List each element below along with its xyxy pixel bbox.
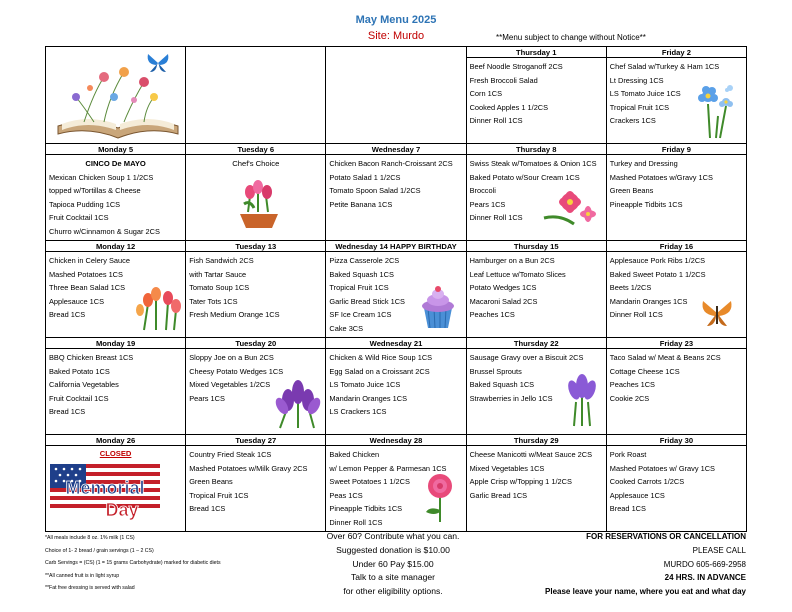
day-cell (186, 47, 326, 144)
menu-item: Baked Sweet Potato 1 1/2CS (609, 269, 706, 279)
reservation-info (520, 530, 746, 599)
menu-item: Egg Salad on a Croissant 2CS (329, 366, 430, 376)
menu-item: w/ Lemon Pepper & Parmesan 1CS (329, 463, 447, 473)
menu-item: Garlic Bread Stick 1CS (329, 296, 405, 306)
menu-title: May Menu 2025 (355, 14, 437, 26)
menu-item: Churro w/Cinnamon & Sugar 2CS (49, 226, 160, 236)
menu-item: Pork Roast (609, 450, 647, 459)
diet-note: **All canned fruit is in light syrup (45, 572, 120, 579)
day-cell (467, 241, 607, 338)
crocus-icon (270, 376, 326, 430)
leave-name-note: Please leave your name, where you eat and what day (545, 587, 746, 597)
menu-item: Mandarin Oranges 1CS (329, 393, 408, 403)
day-header: Thursday 15 (467, 241, 606, 252)
diet-note: *All meals include 8 oz. 1% milk (1 CS) (45, 535, 135, 541)
menu-item: Sloppy Joe on a Bun 2CS (189, 353, 274, 362)
day-cell (186, 435, 326, 532)
menu-item: Pineapple Tidbits 1CS (329, 504, 403, 514)
menu-item: LS Tomato Juice 1CS (329, 380, 401, 390)
menu-item: Fruit Cocktail 1CS (49, 393, 109, 403)
menu-item: Fruit Cocktail 1CS (49, 213, 109, 223)
diet-note: **Fat free dressing is served with salad (45, 585, 135, 592)
menu-item: LS Crackers 1CS (329, 407, 387, 417)
day-header: Friday 16 (607, 241, 746, 252)
menu-item: Garlic Bread 1CS (469, 490, 528, 500)
day-cell (46, 338, 186, 435)
donation-info (318, 530, 468, 599)
menu-item: Baked Chicken (329, 450, 380, 459)
site-label: Site: Murdo (367, 30, 425, 42)
menu-item: Brussel Sprouts (469, 366, 522, 376)
menu-item: Applesauce Pork Ribs 1/2CS (609, 256, 706, 265)
menu-item: Sweet Potatoes 1 1/2CS (329, 477, 410, 487)
menu-item: Taco Salad w/ Meat & Beans 2CS (609, 353, 721, 362)
menu-item: Sausage Gravy over a Biscuit 2CS (469, 353, 584, 362)
menu-item: Mashed Potatoes 1CS (49, 269, 123, 279)
menu-item: Mixed Vegetables 1/2CS (189, 380, 271, 390)
menu-item: Fish Sandwich 2CS (189, 256, 254, 265)
day-header: Monday 5 (46, 144, 185, 155)
menu-item: Strawberries in Jello 1CS (469, 393, 553, 403)
tulip-pot-icon (236, 178, 282, 230)
menu-item: Mashed Potatoes w/Gravy 1CS (609, 172, 713, 182)
day-header: Thursday 8 (467, 144, 606, 155)
menu-item: Bread 1CS (49, 310, 86, 320)
menu-item: Beef Noodle Stroganoff 2CS (469, 62, 563, 71)
menu-item: Cheesy Potato Wedges 1CS (189, 366, 284, 376)
day-header: Thursday 29 (467, 435, 606, 446)
donation-line: Suggested donation is $10.00 (336, 544, 450, 555)
phone-number: MURDO 605-669-2958 (663, 559, 746, 569)
menu-item: Tapioca Pudding 1CS (49, 199, 121, 209)
menu-item: Cheese Manicotti w/Meat Sauce 2CS (469, 450, 593, 459)
day-header: Friday 2 (607, 47, 746, 58)
menu-item: Pineapple Tidbits 1CS (609, 199, 683, 209)
menu-item: BBQ Chicken Breast 1CS (49, 353, 134, 362)
menu-item: Tomato Soup 1CS (189, 283, 250, 293)
menu-item: Lt Dressing 1CS (609, 75, 664, 85)
menu-item: California Vegetables (49, 380, 119, 390)
menu-item: Broccoli (469, 186, 496, 196)
menu-item: Baked Potato 1CS (49, 366, 110, 376)
menu-item: Cooked Carrots 1/2CS (609, 477, 685, 487)
svg-text:Memorial: Memorial (65, 478, 145, 498)
menu-item: Fresh Broccoli Salad (469, 75, 538, 85)
day-header: Friday 23 (607, 338, 746, 349)
reservation-title: FOR RESERVATIONS OR CANCELLATION (586, 532, 746, 541)
menu-item: Tomato Spoon Salad 1/2CS (329, 186, 421, 196)
day-cell (326, 144, 466, 241)
memorial-day-logo (50, 460, 160, 522)
menu-item: Bread 1CS (609, 504, 646, 514)
menu-item: Chicken Bacon Ranch-Croissant 2CS (329, 159, 453, 168)
day-header: Wednesday 28 (326, 435, 465, 446)
change-notice: **Menu subject to change without Notice** (496, 33, 646, 42)
menu-item: LS Tomato Juice 1CS (609, 89, 681, 99)
donation-line: Talk to a site manager (350, 572, 436, 583)
menu-item: Fresh Medium Orange 1CS (189, 310, 280, 320)
flowers-icon (540, 188, 600, 232)
menu-item: Turkey and Dressing (609, 159, 678, 168)
day-header: Wednesday 14 HAPPY BIRTHDAY (326, 241, 465, 252)
menu-item: Potato Wedges 1CS (469, 283, 537, 293)
menu-item: Bread 1CS (49, 407, 86, 417)
advance-notice: 24 HRS. IN ADVANCE (664, 573, 746, 583)
menu-item: Macaroni Salad 2CS (469, 296, 538, 306)
menu-item: Dinner Roll 1CS (469, 213, 523, 223)
day-cell (326, 338, 466, 435)
menu-item: Chef Salad w/Turkey & Ham 1CS (609, 62, 720, 71)
menu-item: Mashed Potatoes w/Milk Gravy 2CS (189, 463, 308, 473)
diet-note: Carb Servings = (CS) (1 = 15 grams Carbohydrate) marked for diabetic diets (45, 560, 221, 567)
menu-item: Mexican Chicken Soup 1 1/2CS (49, 172, 154, 182)
menu-item: Cottage Cheese 1CS (609, 366, 680, 376)
menu-item: Beets 1/2CS (609, 283, 652, 293)
tulip-pot-icon (134, 282, 184, 332)
menu-item: Applesauce 1CS (49, 296, 105, 306)
day-header: Monday 12 (46, 241, 185, 252)
svg-text:Day: Day (105, 500, 139, 520)
day-cell (607, 435, 747, 532)
menu-item: Tater Tots 1CS (189, 296, 238, 306)
day-header: Friday 30 (607, 435, 746, 446)
menu-item: Peaches 1CS (469, 310, 515, 320)
special-note: Chef's Choice (232, 159, 280, 168)
donation-line: Over 60? Contribute what you can. (326, 531, 460, 541)
day-header: Wednesday 21 (326, 338, 465, 349)
menu-item: Pizza Casserole 2CS (329, 256, 400, 265)
menu-item: Leaf Lettuce w/Tomato Slices (469, 269, 566, 279)
donation-line: for other eligibility options. (343, 586, 443, 597)
diet-note: Choice of 1- 2 bread / grain servings (1 – 2 CS) (45, 547, 154, 554)
flowers-icon (692, 84, 738, 140)
menu-item: Cooked Apples 1 1/2CS (469, 102, 549, 112)
crocus-icon (562, 372, 602, 428)
menu-item: SF Ice Cream 1CS (329, 310, 392, 320)
menu-item: Green Beans (609, 186, 654, 196)
menu-item: Mandarin Oranges 1CS (609, 296, 688, 306)
day-cell (467, 47, 607, 144)
please-call: PLEASE CALL (692, 545, 746, 555)
menu-item: Mashed Potatoes w/ Gravy 1CS (609, 463, 715, 473)
menu-item: Baked Squash 1CS (469, 380, 535, 390)
menu-item: Swiss Steak w/Tomatoes & Onion 1CS (469, 159, 597, 168)
day-cell (607, 144, 747, 241)
rose-icon (420, 472, 460, 524)
menu-item: Dinner Roll 1CS (469, 116, 523, 126)
menu-item: Hamburger on a Bun 2CS (469, 256, 555, 265)
menu-item: Peaches 1CS (609, 380, 655, 390)
menu-item: Dinner Roll 1CS (609, 310, 663, 320)
day-cell (607, 338, 747, 435)
menu-item: Tropical Fruit 1CS (189, 490, 249, 500)
day-cell (326, 47, 466, 144)
menu-item: Pears 1CS (189, 393, 225, 403)
menu-item: Baked Potato w/Sour Cream 1CS (469, 172, 580, 182)
menu-item: Chicken & Wild Rice Soup 1CS (329, 353, 433, 362)
day-header: Wednesday 7 (326, 144, 465, 155)
menu-item: Peas 1CS (329, 490, 363, 500)
menu-item: Green Beans (189, 477, 233, 487)
day-cell (46, 144, 186, 241)
menu-item: Tropical Fruit 1CS (329, 283, 389, 293)
cupcake-icon (418, 286, 458, 330)
menu-item: Cake 3CS (329, 323, 364, 333)
day-header: Tuesday 13 (186, 241, 325, 252)
menu-item: Tropical Fruit 1CS (609, 102, 670, 112)
menu-item: Baked Squash 1CS (329, 269, 394, 279)
day-cell (186, 241, 326, 338)
menu-item: Bread 1CS (189, 504, 226, 514)
menu-item: Mixed Vegetables 1CS (469, 463, 545, 473)
butterfly-icon (700, 298, 734, 328)
closed-label: CLOSED (99, 449, 132, 458)
day-header: Tuesday 6 (186, 144, 325, 155)
menu-item: Country Fried Steak 1CS (189, 450, 272, 459)
day-header: Monday 19 (46, 338, 185, 349)
butterfly-icon (146, 52, 170, 74)
day-cell (467, 435, 607, 532)
diet-notes (45, 532, 325, 595)
day-header: Friday 9 (607, 144, 746, 155)
menu-item: Potato Salad 1 1/2CS (329, 172, 401, 182)
menu-item: Petite Banana 1CS (329, 199, 393, 209)
menu-item: Cookie 2CS (609, 393, 650, 403)
menu-item: with Tartar Sauce (189, 269, 247, 279)
day-header: Tuesday 27 (186, 435, 325, 446)
menu-item: topped w/Tortillas & Cheese (49, 186, 141, 196)
menu-item: Pears 1CS (469, 199, 506, 209)
menu-item: Apple Crisp w/Topping 1 1/2CS (469, 477, 572, 487)
day-header: Thursday 22 (467, 338, 606, 349)
special-note: CINCO De MAYO (85, 159, 146, 168)
day-header: Monday 26 (46, 435, 185, 446)
menu-item: Three Bean Salad 1CS (49, 283, 126, 293)
day-header: Thursday 1 (467, 47, 606, 58)
menu-item: Dinner Roll 1CS (329, 517, 383, 527)
menu-item: Applesauce 1CS (609, 490, 665, 500)
menu-item: Corn 1CS (469, 89, 503, 99)
day-header: Tuesday 20 (186, 338, 325, 349)
donation-line: Under 60 Pay $15.00 (352, 558, 434, 569)
menu-item: Crackers 1CS (609, 116, 656, 126)
menu-item: Chicken in Celery Sauce (49, 256, 130, 265)
